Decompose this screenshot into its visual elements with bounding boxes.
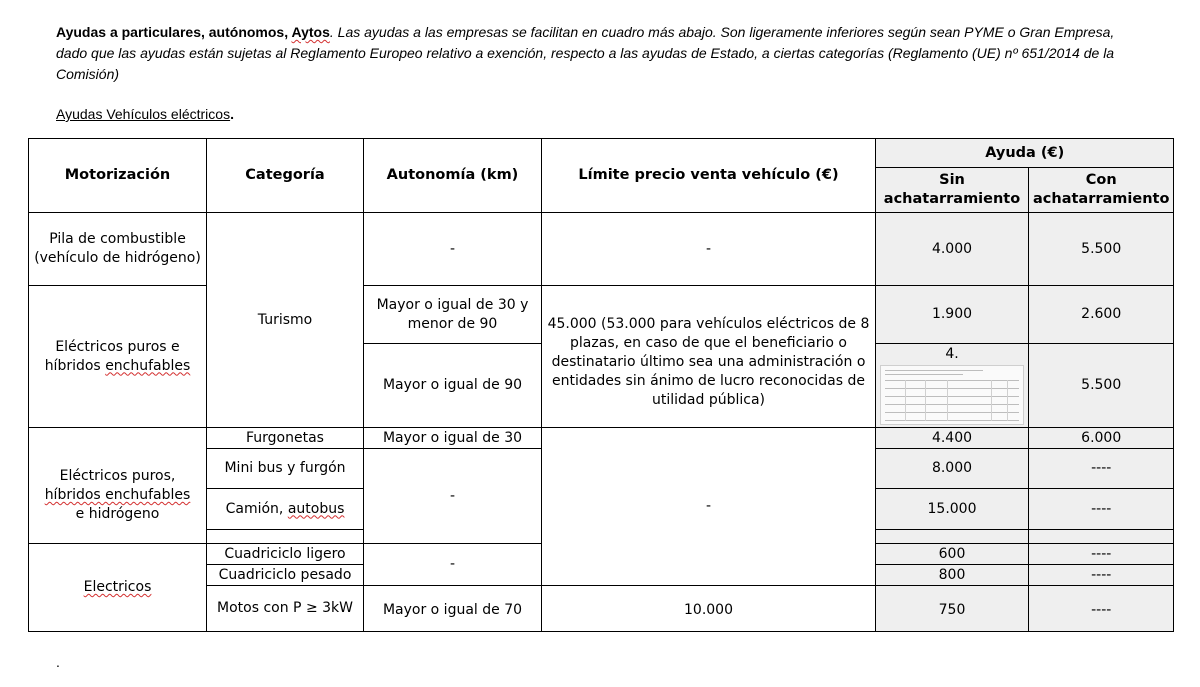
group-mixed-line3: e hidrógeno	[75, 506, 160, 522]
cell-autonomia-mixed: -	[364, 449, 542, 544]
cell-categoria: Mini bus y furgón	[207, 449, 364, 489]
group-electricos-label: Electricos	[83, 579, 152, 595]
cell-sin	[876, 344, 1029, 428]
subheading-text: Ayudas Vehículos eléctricos	[56, 106, 231, 122]
header-autonomia: Autonomía (km)	[364, 139, 542, 213]
cell-con: 5.500	[1029, 344, 1174, 428]
cell-categoria: Cuadriciclo pesado	[207, 565, 364, 586]
group-mixed-line2: híbridos enchufables	[44, 487, 191, 503]
cell-sin: 600	[876, 544, 1029, 565]
group-eph-enchufables: enchufables	[105, 357, 191, 374]
cell-categoria	[207, 489, 364, 530]
cell-categoria: Cuadriciclo ligero	[207, 544, 364, 565]
group-pila: Pila de combustible (vehículo de hidrógeno)	[29, 213, 207, 286]
intro-lead: Ayudas a particulares, autónomos,	[56, 24, 292, 40]
camion-label: Camión,	[225, 500, 288, 517]
cell-con: ----	[1029, 489, 1174, 530]
cell-con: ----	[1029, 449, 1174, 489]
header-con: Con achatarramiento	[1029, 168, 1174, 213]
group-mixed-line1: Eléctricos puros,	[59, 468, 176, 484]
table-row	[29, 286, 1174, 344]
intro-paragraph	[56, 22, 1136, 85]
header-ayuda: Ayuda (€)	[876, 139, 1174, 168]
cell-con: ----	[1029, 544, 1174, 565]
intro-body: . Las ayudas a las empresas se facilitan en cuadro más abajo. Son ligeramente inferiores según sean PYME o Gran Empresa, dado que las ayudas están sujetas al Reglamento Europeo relativo a exención, respecto a las ayudas de Estado, a ciertas categorías (Reglamento (UE) nº 651/2014 de la Comisión)	[56, 24, 1115, 82]
cell-sin-empty	[876, 530, 1029, 544]
header-row	[29, 139, 1174, 168]
cell-autonomia: Mayor o igual de 70	[364, 586, 542, 632]
aid-table	[28, 138, 1174, 632]
cell-sin: 15.000	[876, 489, 1029, 530]
embedded-table-thumbnail	[880, 365, 1024, 425]
header-categoria: Categoría	[207, 139, 364, 213]
table-row	[29, 213, 1174, 286]
cell-limite: 10.000	[542, 586, 876, 632]
cell-limite: -	[542, 213, 876, 286]
group-eph-line1: Eléctricos puros e	[55, 338, 180, 355]
cell-sin: 8.000	[876, 449, 1029, 489]
cell-limite-turismo: 45.000 (53.000 para vehículos eléctricos de 8 plazas, en caso de que el beneficiario o destinatario último sea una administración o entidades sin ánimo de lucro reconocidas de utilidad pública)	[542, 286, 876, 428]
subheading-period: .	[230, 106, 234, 122]
cell-con: ----	[1029, 586, 1174, 632]
cell-autonomia: -	[364, 213, 542, 286]
cell-con: 5.500	[1029, 213, 1174, 286]
header-limite: Límite precio venta vehículo (€)	[542, 139, 876, 213]
cell-categoria: Motos con P ≥ 3kW	[207, 586, 364, 632]
cell-con: ----	[1029, 565, 1174, 586]
cell-autonomia: Mayor o igual de 30	[364, 428, 542, 449]
subheading	[56, 106, 234, 122]
cell-autonomia-cuadriciclo: -	[364, 544, 542, 586]
cell-sin: 750	[876, 586, 1029, 632]
table-row	[29, 428, 1174, 449]
camion-autobus: autobus	[287, 500, 345, 517]
group-electricos	[29, 544, 207, 632]
cell-sin: 1.900	[876, 286, 1029, 344]
group-eph-line2: híbridos	[44, 357, 106, 374]
header-motorizacion: Motorización	[29, 139, 207, 213]
cell-sin: 800	[876, 565, 1029, 586]
cell-sin: 4.000	[876, 213, 1029, 286]
cell-con: 2.600	[1029, 286, 1174, 344]
header-sin: Sin achatarramiento	[876, 168, 1029, 213]
cell-sin: 4.400	[876, 428, 1029, 449]
cell-con: 6.000	[1029, 428, 1174, 449]
cell-sin-value: 4.	[945, 346, 959, 362]
cell-categoria-empty	[207, 530, 364, 544]
group-electricos-hibridos	[29, 286, 207, 428]
cell-autonomia: Mayor o igual de 30 y menor de 90	[364, 286, 542, 344]
intro-aytos: Aytos	[291, 24, 330, 40]
group-mixed	[29, 428, 207, 544]
footer-dot: .	[56, 654, 60, 670]
cell-autonomia: Mayor o igual de 90	[364, 344, 542, 428]
cell-con-empty	[1029, 530, 1174, 544]
cell-limite-middle: -	[542, 428, 876, 586]
cell-categoria: Furgonetas	[207, 428, 364, 449]
categoria-turismo: Turismo	[207, 213, 364, 428]
